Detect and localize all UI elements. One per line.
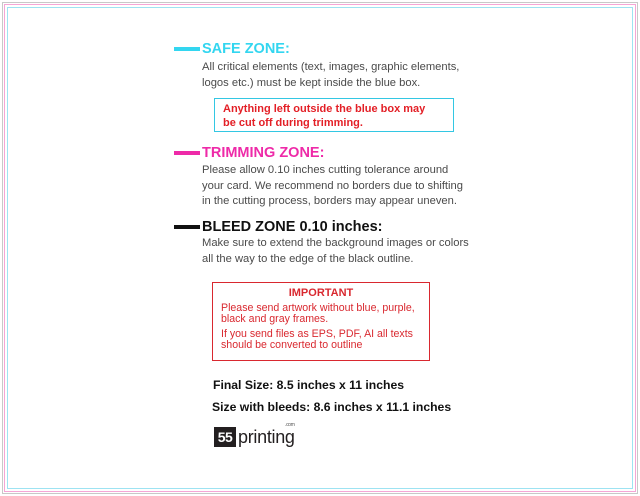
55printing-logo bbox=[214, 421, 295, 448]
safe-zone-title: SAFE ZONE: bbox=[202, 41, 290, 57]
bleed-zone-marker bbox=[174, 225, 200, 229]
trimming-zone-text: Please allow 0.10 inches cutting tolerance around your card. We recommend no borders due to shifting in the cutting process, borders may appear uneven. bbox=[202, 164, 463, 208]
bleed-zone-title: BLEED ZONE 0.10 inches: bbox=[202, 219, 383, 235]
trimming-zone-marker bbox=[174, 151, 200, 155]
safe-zone-text: All critical elements (text, images, graphic elements, logos etc.) must be kept inside the blue box. bbox=[202, 61, 460, 89]
bleed-zone-text: Make sure to extend the background images or colors all the way to the edge of the black outline. bbox=[202, 237, 469, 265]
logo-mark: 55 bbox=[214, 427, 236, 447]
important-notice: IMPORTANT Please send artwork without blue, purple, black and gray frames. If you send files as EPS, PDF, AI all texts should be converted to outline bbox=[212, 282, 430, 361]
final-size: Final Size: 8.5 inches x 11 inches bbox=[213, 378, 405, 392]
trimming-zone-title: TRIMMING ZONE: bbox=[202, 145, 325, 161]
important-title: IMPORTANT bbox=[288, 287, 354, 299]
size-with-bleeds: Size with bleeds: 8.6 inches x 11.1 inches bbox=[212, 400, 452, 414]
safe-zone-warning-box: Anything left outside the blue box may be cut off during trimming. bbox=[214, 98, 454, 132]
logo-word: printing .com bbox=[238, 421, 295, 447]
safe-zone-marker bbox=[174, 47, 200, 51]
